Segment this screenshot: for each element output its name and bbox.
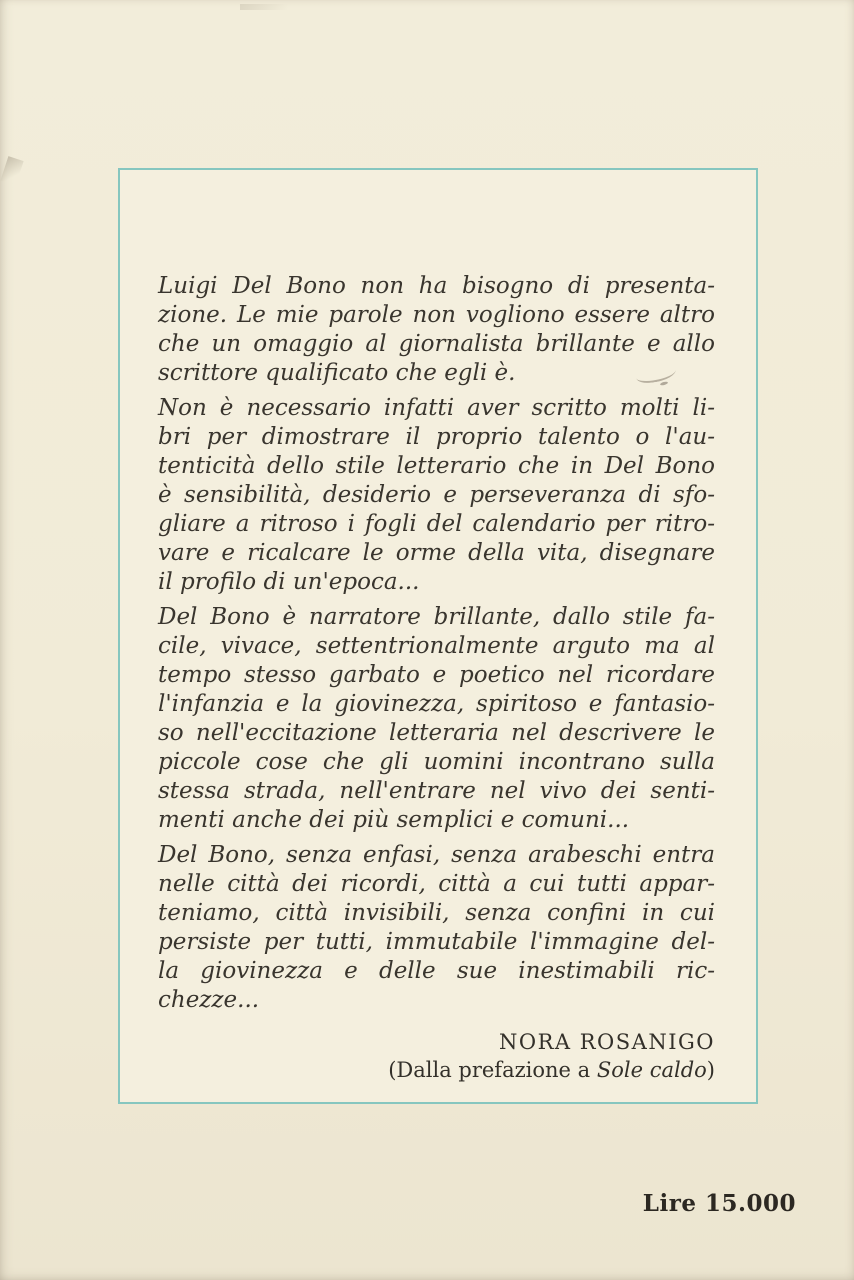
text-line: menti anche dei più semplici e comuni... [158, 807, 630, 833]
paragraph-2 [158, 394, 715, 597]
paragraph-1 [158, 272, 715, 388]
text-line: la giovinezza e delle sue inestimabili ric- [158, 958, 715, 984]
text-line: nelle città dei ricordi, città a cui tutti appar- [158, 871, 715, 897]
paragraph-4 [158, 841, 715, 1015]
blurb-text [158, 272, 715, 1084]
text-line: bri per dimostrare il proprio talento o l'au- [158, 424, 715, 450]
blurb-panel [118, 168, 758, 1104]
text-line: stessa strada, nell'entrare nel vivo dei senti- [158, 778, 715, 804]
text-line: vare e ricalcare le orme della vita, disegnare [158, 540, 715, 566]
paragraph-3 [158, 603, 715, 835]
price-label: Lire 15.000 [642, 1190, 796, 1217]
text-line: Del Bono, senza enfasi, senza arabeschi entra [158, 842, 715, 868]
text-line: Del Bono è narratore brillante, dallo stile fa- [158, 604, 715, 630]
attribution-suffix: ) [706, 1058, 715, 1082]
text-line: teniamo, città invisibili, senza confini in cui [158, 900, 715, 926]
attribution [158, 1056, 715, 1084]
text-line: il profilo di un'epoca... [158, 569, 420, 595]
attribution-prefix: (Dalla prefazione a [388, 1058, 597, 1082]
signature-name: NORA ROSANIGO [499, 1030, 715, 1054]
text-line: tempo stesso garbato e poetico nel ricordare [158, 662, 715, 688]
text-line: persiste per tutti, immutabile l'immagine del- [158, 929, 715, 955]
text-line: Luigi Del Bono non ha bisogno di presenta- [158, 273, 715, 299]
text-line: che un omaggio al giornalista brillante e allo [158, 331, 715, 357]
text-line: è sensibilità, desiderio e perseveranza di sfo- [158, 482, 715, 508]
scan-artifact-fold-mark [0, 156, 23, 186]
text-line: cile, vivace, settentrionalmente arguto ma al [158, 633, 715, 659]
text-line: l'infanzia e la giovinezza, spiritoso e fantasio- [158, 691, 715, 717]
text-line: scrittore qualificato che egli è. [158, 360, 516, 386]
scan-artifact-top-edge [240, 4, 300, 10]
text-line: gliare a ritroso i fogli del calendario per ritro- [158, 511, 715, 537]
attribution-book-title: Sole caldo [596, 1058, 707, 1082]
text-line: chezze... [158, 987, 260, 1013]
text-line: piccole cose che gli uomini incontrano sulla [158, 749, 715, 775]
text-line: zione. Le mie parole non vogliono essere altro [158, 302, 715, 328]
text-line: so nell'eccitazione letteraria nel descrivere le [158, 720, 715, 746]
text-line: Non è necessario infatti aver scritto molti li- [158, 395, 715, 421]
text-line: tenticità dello stile letterario che in Del Bono [158, 453, 715, 479]
